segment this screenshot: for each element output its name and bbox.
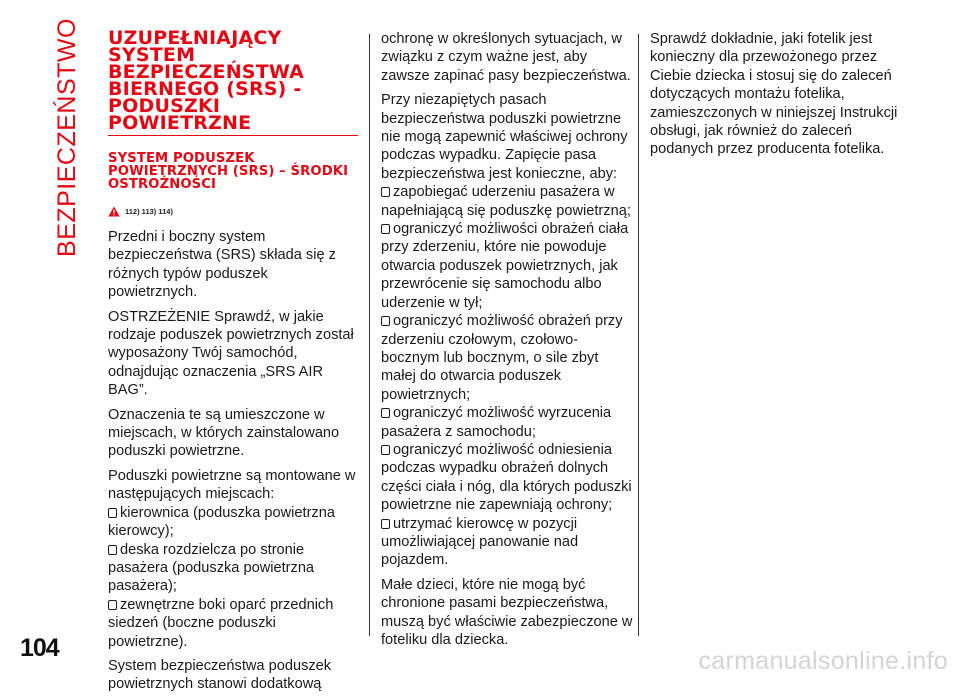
list-item-text: zapobiegać uderzeniu pasażera w napełniającą się poduszkę powietrzną; [381,184,631,219]
paragraph: Przedni i boczny system bezpieczeństwa (SRS) składa się z różnych typów poduszek powietrznych. [108,229,336,301]
checkbox-bullet-icon [108,600,117,610]
main-heading: UZUPEŁNIAJĄCY SYSTEM BEZPIECZEŃSTWA BIERNEGO (SRS) - PODUSZKI POWIETRZNE [108,30,358,136]
list-item-text: ograniczyć możliwość wyrzucenia pasażera z samochodu; [381,405,612,440]
warning-triangle-icon [108,206,120,217]
warning-references [108,203,358,221]
paragraph: ochronę w określonych sytuacjach, w związku z czym ważne jest, aby zawsze zapinać pasy bezpieczeństwa. [381,31,631,84]
checkbox-bullet-icon [108,508,117,518]
column-divider-left [369,34,370,636]
paragraph: Przy niezapiętych pasach bezpieczeństwa poduszki powietrzne nie mogą zapewnić właściwej ochrony podczas wypadku. Zapięcie pasa bezpieczeństwa jest konieczne, aby: [381,92,628,182]
paragraph: Oznaczenia te są umieszczone w miejscach, w których zainstalowano poduszki powietrzne. [108,406,340,460]
sub-heading: SYSTEM PODUSZEK POWIETRZNYCH (SRS) – ŚRODKI OSTROŻNOŚCI [108,151,349,193]
list-item [381,515,633,570]
section-side-tab-label: BEZPIECZEŃSTWO [52,18,81,257]
paragraph: Poduszki powietrzne są montowane w następujących miejscach: [108,467,356,503]
paragraph: Małe dzieci, które nie mogą być chronione pasami bezpieczeństwa, muszą być właściwie zabezpieczone w foteliku dla dziecka. [381,576,633,648]
column-2 [381,30,633,655]
column-divider-right [638,34,639,636]
list-item [108,596,358,651]
warning-references-text: 112) 113) 114) [125,206,173,216]
paragraph: Sprawdź dokładnie, jaki fotelik jest konieczny dla przewożonego przez Ciebie dziecka i stosuj się do zaleceń dotyczących montażu fotelika, zamieszczonych w niniejszej Instrukcji obsługi, jak również do zaleceń podanych przez producenta fotelika. [650,31,898,158]
watermark: carmanualsonline.info [698,647,948,675]
list-item [108,504,358,541]
paragraph: OSTRZEŻENIE Sprawdź, w jakie rodzaje poduszek powietrznych został wyposażony Twój samochód, odnajdując oznaczenia „SRS AIR BAG”. [108,308,354,399]
checkbox-bullet-icon [108,545,117,555]
list-item [108,541,358,596]
section-side-tab [52,18,82,257]
checkbox-bullet-icon [381,408,390,418]
list-item [381,220,633,312]
list-item [381,441,633,515]
checkbox-bullet-icon [381,519,390,529]
list-item-text: utrzymać kierowcę w pozycji umożliwiającej panowanie nad pojazdem. [381,515,579,569]
list-item [381,183,633,220]
page-number: 104 [20,634,59,662]
column-1 [108,27,358,700]
list-item-text: deska rozdzielcza po stronie pasażera (poduszka powietrzna pasażera); [108,541,315,595]
paragraph: System bezpieczeństwa poduszek powietrznych stanowi dodatkową [108,657,332,693]
checkbox-bullet-icon [381,445,390,455]
checkbox-bullet-icon [381,316,390,326]
list-item [381,404,633,441]
list-item [381,312,633,404]
list-item-text: zewnętrzne boki oparć przednich siedzeń (boczne poduszki powietrzne). [108,596,334,650]
column-3 [650,30,900,165]
list-item-text: ograniczyć możliwości obrażeń ciała przy zderzeniu, które nie powoduje otwarcia poduszek powietrznych, jak przewrócenie się samochodu albo uderzenie w tył; [381,221,629,311]
checkbox-bullet-icon [381,187,390,197]
checkbox-bullet-icon [381,224,390,234]
list-item-text: ograniczyć możliwość odniesienia podczas wypadku obrażeń dolnych części ciała i nóg, dla których poduszki powietrzne nie zapewniają ochrony; [381,441,632,514]
list-item-text: kierownica (poduszka powietrzna kierowcy); [108,504,335,540]
list-item-text: ograniczyć możliwość obrażeń przy zderzeniu czołowym, czołowo-bocznym lub bocznym, o sile zbyt małej do otwarcia poduszek powietrznych; [381,313,623,403]
